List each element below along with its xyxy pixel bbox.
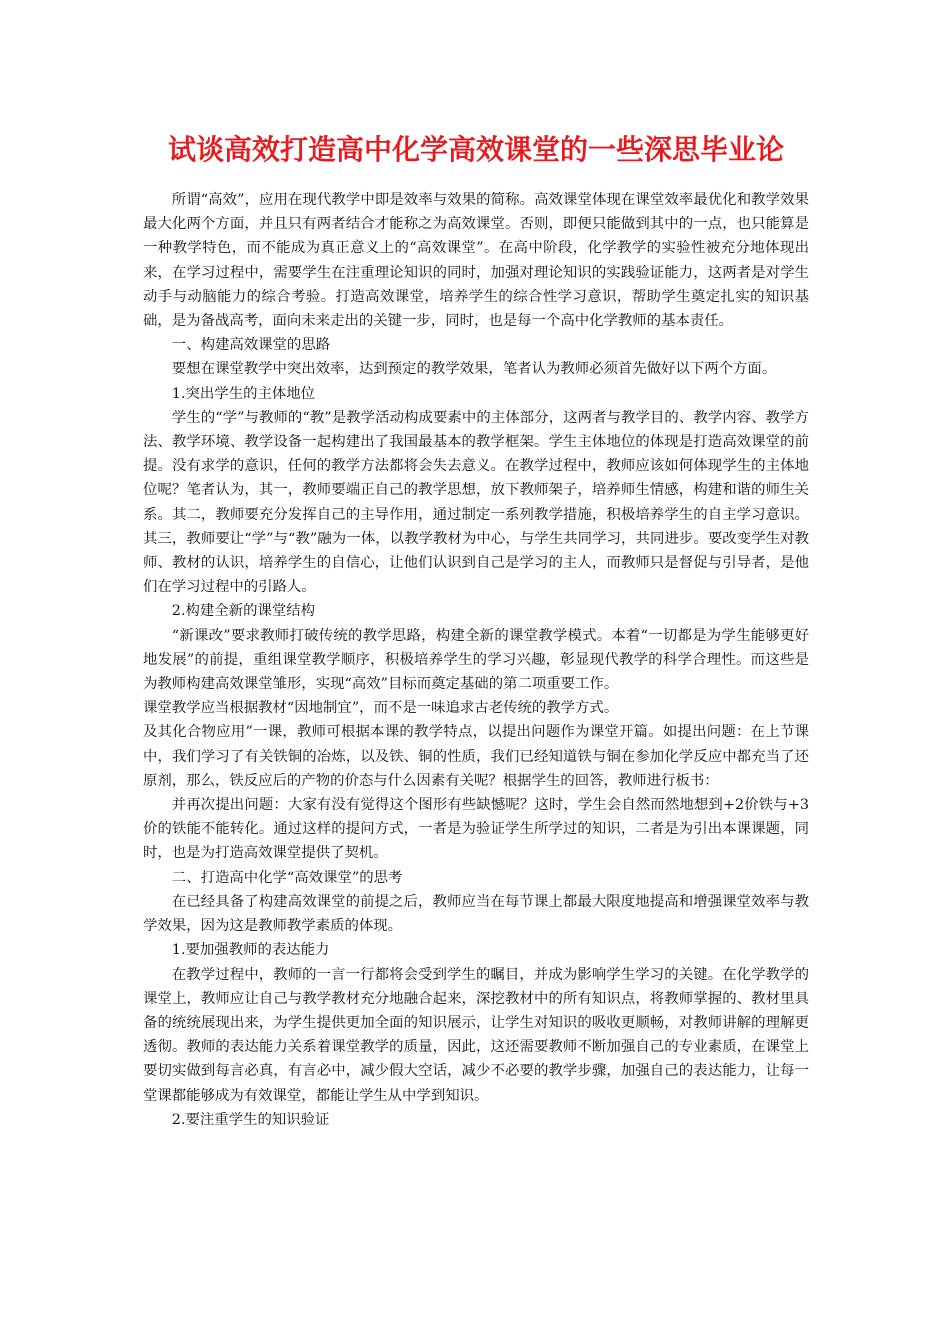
- document-title: 试谈高效打造高中化学高效课堂的一些深思毕业论: [167, 133, 784, 166]
- subheading-1-2: 2.构建全新的课堂结构: [171, 603, 316, 620]
- paragraph-expression-ability: 在教学过程中，教师的一言一行都将会受到学生的瞩目，并成为影响学生学习的关键。在化学教学的课堂上，教师应让自己与教学教材充分地融合起来，深挖教材中的所有知识点，将教师掌握的、教材里具备的统统展现出来，为学生提供更加全面的知识展示，让学生对知识的吸收更顺畅，对教师讲解的理解更透彻。教师的表达能力关系着课堂教学的质量，因此，这还需要教师不断加强自己的专业素质，在课堂上要切实做到每言必真，有言必中，减少假大空话，减少不必要的教学步骤，加强自己的表达能力，让每一堂课都能够成为有效课堂，都能让学生从中学到知识。: [143, 966, 809, 1104]
- paragraph-question-again: 并再次提出问题：大家有没有觉得这个图形有些缺憾呢？这时，学生会自然而然地想到+2价铁与+3价的铁能不能转化。通过这样的提问方式，一者是为验证学生所学过的知识，二者是为引出本课课题，同时，也是为打造高效课堂提供了契机。: [143, 797, 809, 862]
- paragraph-section-1-intro: 要想在课堂教学中突出效率，达到预定的教学效果，笔者认为教师必须首先做好以下两个方面。: [171, 361, 777, 378]
- subheading-2-1: 1.要加强教师的表达能力: [171, 942, 330, 959]
- paragraph-student-subject: 学生的“学”与教师的“教”是教学活动构成要素中的主体部分，这两者与教学目的、教学内容、教学方法、教学环境、教学设备一起构建出了我国最基本的教学框架。学生主体地位的体现是打造高效课堂的前提。没有求学的意识，任何的教学方法都将会失去意义。在教学过程中，教师应该如何体现学生的主体地位呢？笔者认为，其一，教师要端正自己的教学思想，放下教师架子，培养师生情感，构建和谐的师生关系。其二，教师要充分发挥自己的主导作用，通过制定一系列教学措施，积极培养学生的自主学习意识。其三，教师要让“学”与“教”融为一体，以教学教材为中心，与学生共同学习，共同进步。要改变学生对教师、教材的认识，培养学生的自信心，让他们认识到自己是学习的主人，而教师只是督促与引导者，是他们在学习过程中的引路人。: [143, 409, 809, 596]
- subheading-2-2: 2.要注重学生的知识验证: [171, 1111, 330, 1128]
- section-heading-2: 二、打造高中化学“高效课堂”的思考: [171, 869, 403, 886]
- section-heading-1: 一、构建高效课堂的思路: [171, 337, 331, 354]
- paragraph-lesson-example: 及其化合物应用”一课，教师可根据本课的教学特点，以提出问题作为课堂开篇。如提出问题：在上节课中，我们学习了有关铁铜的冶炼，以及铁、铜的性质，我们已经知道铁与铜在参加化学反应中都充当了还原剂，那么，铁反应后的产物的价态与什么因素有关呢？根据学生的回答，教师进行板书：: [143, 724, 809, 789]
- document-page: [143, 128, 809, 1132]
- paragraph-new-structure: “新课改”要求教师打破传统的教学思路，构建全新的课堂教学模式。本着“一切都是为学生能够更好地发展”的前提，重组课堂教学顺序，积极培养学生的学习兴趣，彰显现代教学的科学合理性。而这些是为教师构建高效课堂雏形，实现“高效”目标而奠定基础的第二项重要工作。: [143, 627, 809, 693]
- paragraph-classroom-teaching: 课堂教学应当根据教材“因地制宜”，而不是一味追求古老传统的教学方式。: [143, 700, 619, 717]
- paragraph-intro: 所谓“高效”，应用在现代教学中即是效率与效果的简称。高效课堂体现在课堂效率最优化和教学效果最大化两个方面，并且只有两者结合才能称之为高效课堂。否则，即便只能做到其中的一点，也只能算是一种教学特色，而不能成为真正意义上的“高效课堂”。在高中阶段，化学教学的实验性被充分地体现出来，在学习过程中，需要学生在注重理论知识的同时，加强对理论知识的实践验证能力，这两者是对学生动手与动脑能力的综合考验。打造高效课堂，培养学生的综合性学习意识，帮助学生奠定扎实的知识基础，是为备战高考，面向未来走出的关键一步，同时，也是每一个高中化学教师的基本责任。: [143, 192, 809, 330]
- subheading-1-1: 1.突出学生的主体地位: [171, 385, 316, 402]
- paragraph-section-2-intro: 在已经具备了构建高效课堂的前提之后，教师应当在每节课上都最大限度地提高和增强课堂效率与教学效果，因为这是教师教学素质的体现。: [143, 893, 809, 935]
